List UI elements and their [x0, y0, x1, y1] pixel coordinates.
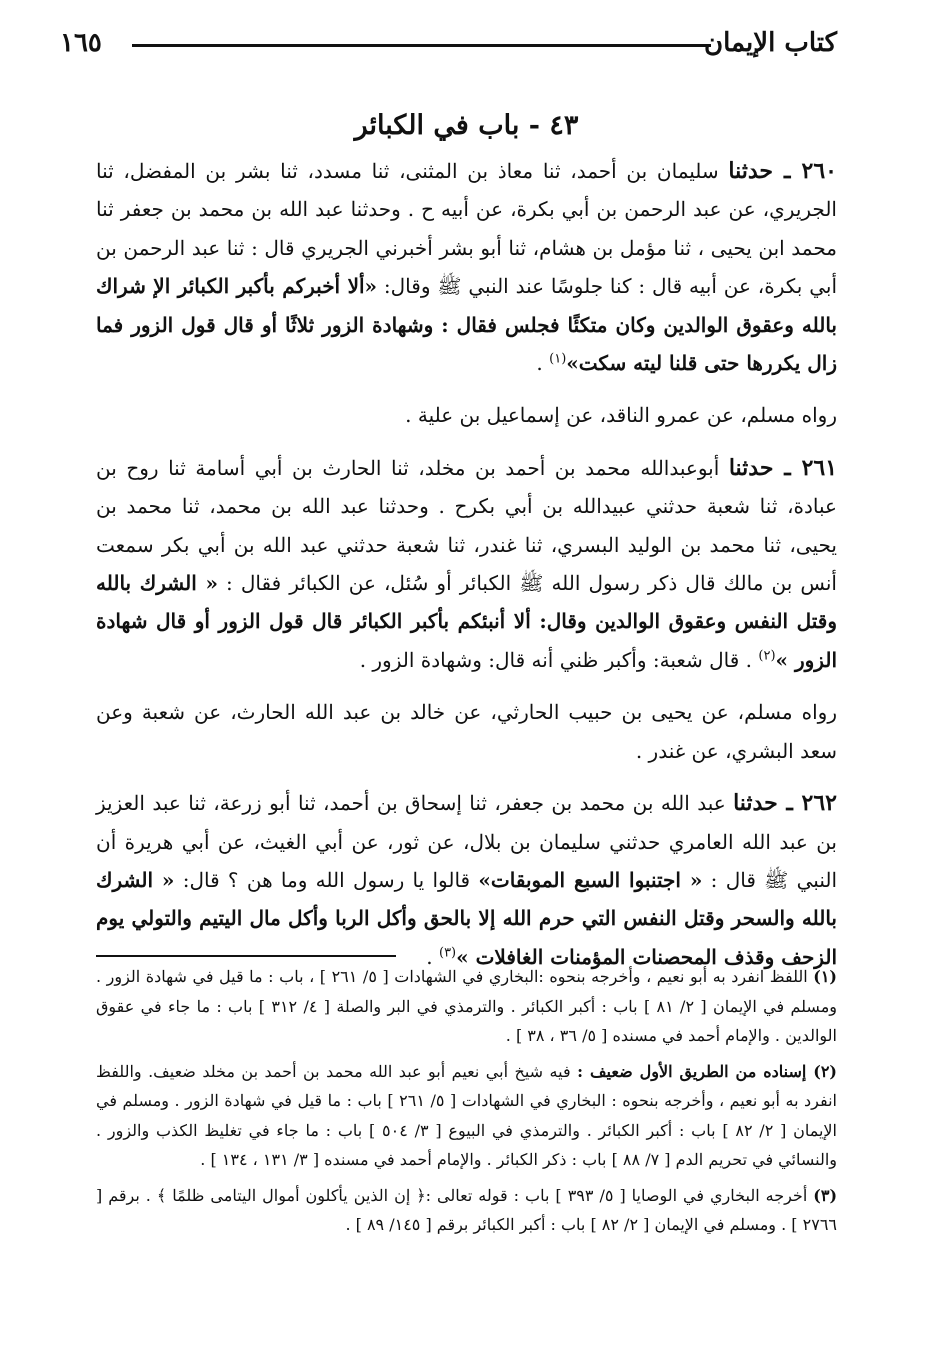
footnote-3 [96, 1181, 837, 1240]
hadith-matn: «ألا أخبركم بأكبر الكبائر الإ شراك بالله وعقوق الوالدين وكان متكئًا فجلس فقال : وشهادة الزور ثلاثًا أو قال قول الزور فما زال يكررها حتى قلنا ليته سكت» [96, 274, 837, 376]
hadith-262 [96, 784, 837, 976]
header-rule [132, 44, 711, 47]
hadith-riwaya: رواه مسلم، عن عمرو الناقد، عن إسماعيل بن علية . [405, 403, 837, 428]
hadith-261 [96, 449, 837, 679]
chapter-title: ٤٣ - باب في الكبائر [354, 110, 579, 141]
hadith-matn: « اجتنبوا السبع الموبقات» [478, 867, 703, 892]
hadith-number: ٢٦٢ ـ حدثنا [733, 790, 837, 817]
hadith-question: قالوا يا رسول الله وما هن ؟ قال: [182, 867, 471, 892]
hadith-isnad: عبد الله بن محمد بن جعفر، ثنا إسحاق بن أحمد، ثنا أبو زرعة، ثنا عبد العزيز بن عبد الله العامري حدثني سليمان بن بلال، عن ثور، عن أبي الغيث، عن أبي هريرة أن النبي ﷺ قال : [96, 791, 838, 892]
running-header [60, 24, 837, 64]
hadith-tail: . [426, 944, 433, 969]
book-title: كتاب الإيمان [703, 28, 837, 58]
hadith-number: ٢٦٠ ـ حدثنا [728, 158, 837, 184]
footnote-2 [96, 1057, 837, 1175]
footnote-lead: (١) [813, 967, 837, 986]
hadith-matn: « الشرك بالله وقتل النفس وعقوق الوالدين وقال: ألا أنبئكم بأكبر الكبائر قال قول الزور أو قال شهادة الزور » [96, 571, 837, 672]
footnote-text: أخرجه البخاري في الوصايا [ ٥/ ٣٩٣ ] باب : قوله تعالى :﴿ إن الذين يأكلون أموال اليتامى ظلمًا ﴾ . برقم [ ٢٧٦٦ ] . ومسلم في الإيمان [ ٢/ ٨٢ ] باب : أكبر الكبائر برقم [ ١٤٥/ ٨٩ ] . [96, 1185, 837, 1234]
footnote-ref: (٣) [438, 945, 457, 961]
footnote-lead: (٣) [813, 1185, 838, 1205]
footnotes [96, 962, 837, 1246]
footnote-ref: (٢) [758, 648, 776, 664]
hadith-matn-2: « الشرك بالله والسحر وقتل النفس التي حرم الله إلا بالحق وأكل الربا وأكل مال اليتيم والتولي يوم الزحف وقذف المحصنات المؤمنات الغافلات » [96, 867, 837, 969]
footnote-1 [96, 962, 837, 1051]
hadith-tail: . [536, 351, 543, 376]
hadith-260 [96, 152, 837, 382]
hadith-tail: . قال شعبة: وأكبر ظني أنه قال: وشهادة الزور . [359, 647, 753, 672]
footnote-ref: (١) [549, 351, 567, 367]
footnote-separator [96, 955, 396, 957]
hadith-isnad: أبوعبدالله محمد بن أحمد بن مخلد، ثنا الحارث بن أبي أسامة ثنا روح بن عبادة، ثنا شعبة حدثني عبيدالله بن أبي بكرح . وحدثنا عبد الله بن محمد، ثنا محمد بن يحيى، ثنا محمد بن الوليد البسري، ثنا غندر، ثنا شعبة حدثني عبد الله بن أبي بكر سمعت أنس بن مالك قال ذكر رسول الله ﷺ الكبائر أو سُئل، عن الكبائر فقال : [96, 455, 837, 596]
footnote-lead: (٢) إسناده من الطريق الأول ضعيف : [577, 1061, 837, 1081]
hadith-riwaya: رواه مسلم، عن يحيى بن حبيب الحارثي، عن خالد بن عبد الله الحارث، عن شعبة وعن سعد البشري، عن غندر . [96, 700, 837, 763]
footnote-text: فيه شيخ أبي نعيم أبو عبد الله محمد بن أحمد بن مخلد ضعيف. واللفظ انفرد به أبو نعيم ، وأخرجه بنحوه : البخاري في الشهادات [ ٥/ ٢٦١ ] باب : ما قيل في شهادة الزور . ومسلم في الإيمان [ ٢/ ٨٢ ] باب : أكبر الكبائر . والترمذي في البيوع [ ٣/ ٥٠٤ ] باب : ما جاء في تغليظ الكذب والزور . والنسائي في تحريم الدم [ ٧/ ٨٨ ] باب : ذكر الكبائر . والإمام أحمد في مسنده [ ٣/ ١٣١ ، ١٣٤ ] . [96, 1061, 837, 1169]
hadith-number: ٢٦١ ـ حدثنا [728, 454, 838, 481]
footnote-text: اللفظ انفرد به أبو نعيم ، وأخرجه بنحوه :البخاري في الشهادات [ ٥/ ٢٦١ ] ، باب : ما قيل في شهادة الزور . ومسلم في الإيمان [ ٢/ ٨١ ] باب : أكبر الكبائر . والترمذي في البر والصلة [ ٤/ ٣١٢ ] باب : ما جاء في عقوق الوالدين . والإمام أحمد في مسنده [ ٥/ ٣٦ ، ٣٨ ] . [96, 967, 837, 1045]
main-text [96, 152, 837, 990]
hadith-isnad: سليمان بن أحمد، ثنا معاذ بن المثنى، ثنا مسدد، ثنا بشر بن المفضل، ثنا الجريري، عن عبد الرحمن بن أبي بكرة، عن أبيه ح . وحدثنا عبد الله بن محمد بن جعفر ثنا محمد ابن يحيى ، ثنا مؤمل بن هشام، ثنا أبو بشر أخبرني الجريري قال : ثنا عبد الرحمن بن أبي بكرة، عن أبيه قال : كنا جلوسًا عند النبي ﷺ وقال: [96, 159, 838, 299]
page-number: ١٦٥ [60, 28, 102, 58]
